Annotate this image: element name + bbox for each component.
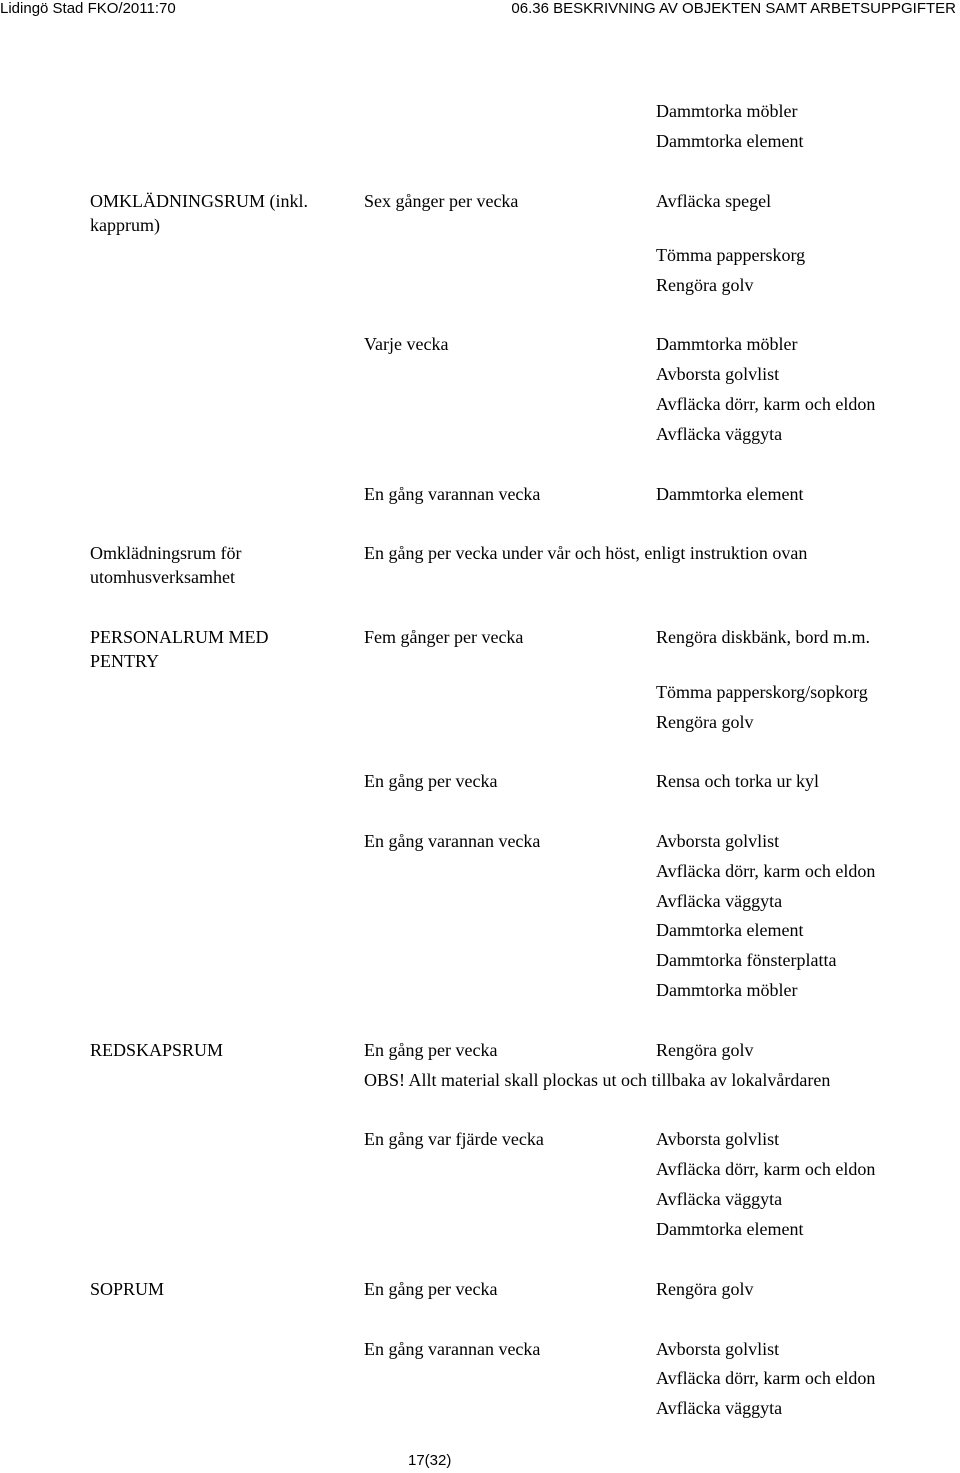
task-item: Rengöra golv bbox=[656, 275, 754, 295]
task-item: Tömma papperskorg/sopkorg bbox=[656, 682, 868, 702]
room-name: utomhusverksamhet bbox=[90, 567, 235, 587]
room-name: SOPRUM bbox=[90, 1279, 165, 1299]
instruction-note: En gång per vecka under vår och höst, enligt instruktion ovan bbox=[364, 543, 808, 563]
frequency: Sex gånger per vecka bbox=[364, 191, 519, 211]
page-header bbox=[0, 0, 960, 22]
task-item: Avborsta golvlist bbox=[656, 1339, 780, 1359]
task-item: Dammtorka möbler bbox=[656, 334, 798, 354]
task-item: Avfläcka väggyta bbox=[656, 1398, 783, 1418]
room-name: PENTRY bbox=[90, 651, 160, 671]
task-item: Dammtorka element bbox=[656, 1219, 804, 1239]
task-item: Rengöra golv bbox=[656, 712, 754, 732]
task-item: Rengöra golv bbox=[656, 1279, 754, 1299]
task-item: Dammtorka element bbox=[656, 131, 804, 151]
frequency: Fem gånger per vecka bbox=[364, 627, 524, 647]
task-item: Avfläcka dörr, karm och eldon bbox=[656, 1159, 876, 1179]
header-right: 06.36 BESKRIVNING AV OBJEKTEN SAMT ARBETSUPPGIFTER bbox=[511, 0, 956, 17]
frequency: En gång per vecka bbox=[364, 771, 498, 791]
task-item: Avfläcka dörr, karm och eldon bbox=[656, 394, 876, 414]
frequency: En gång per vecka bbox=[364, 1279, 498, 1299]
task-item: Dammtorka element bbox=[656, 920, 804, 940]
task-item: Avborsta golvlist bbox=[656, 831, 780, 851]
frequency: En gång per vecka bbox=[364, 1040, 498, 1060]
frequency: En gång var fjärde vecka bbox=[364, 1129, 544, 1149]
obs-note: OBS! Allt material skall plockas ut och tillbaka av lokalvårdaren bbox=[364, 1070, 831, 1090]
task-item: Avfläcka väggyta bbox=[656, 424, 783, 444]
task-item: Avfläcka dörr, karm och eldon bbox=[656, 861, 876, 881]
room-name: Omklädningsrum för bbox=[90, 543, 242, 563]
task-item: Rengöra diskbänk, bord m.m. bbox=[656, 627, 870, 647]
task-item: Avfläcka väggyta bbox=[656, 891, 783, 911]
task-item: Avfläcka väggyta bbox=[656, 1189, 783, 1209]
task-item: Avfläcka dörr, karm och eldon bbox=[656, 1368, 876, 1388]
task-item: Dammtorka möbler bbox=[656, 101, 798, 121]
task-item: Rensa och torka ur kyl bbox=[656, 771, 819, 791]
room-name: OMKLÄDNINGSRUM (inkl. bbox=[90, 191, 309, 211]
task-item: Avborsta golvlist bbox=[656, 1129, 780, 1149]
room-name: PERSONALRUM MED bbox=[90, 627, 269, 647]
task-item: Dammtorka möbler bbox=[656, 980, 798, 1000]
header-left: Lidingö Stad FKO/2011:70 bbox=[0, 0, 176, 17]
frequency: En gång varannan vecka bbox=[364, 831, 541, 851]
frequency: En gång varannan vecka bbox=[364, 1339, 541, 1359]
task-item: Dammtorka element bbox=[656, 484, 804, 504]
task-item: Tömma papperskorg bbox=[656, 245, 806, 265]
page-number: 17(32) bbox=[408, 1452, 452, 1469]
room-name: kapprum) bbox=[90, 215, 160, 235]
room-name: REDSKAPSRUM bbox=[90, 1040, 224, 1060]
task-item: Avborsta golvlist bbox=[656, 364, 780, 384]
task-item: Dammtorka fönsterplatta bbox=[656, 950, 837, 970]
task-item: Avfläcka spegel bbox=[656, 191, 772, 211]
frequency: En gång varannan vecka bbox=[364, 484, 541, 504]
frequency: Varje vecka bbox=[364, 334, 449, 354]
task-item: Rengöra golv bbox=[656, 1040, 754, 1060]
